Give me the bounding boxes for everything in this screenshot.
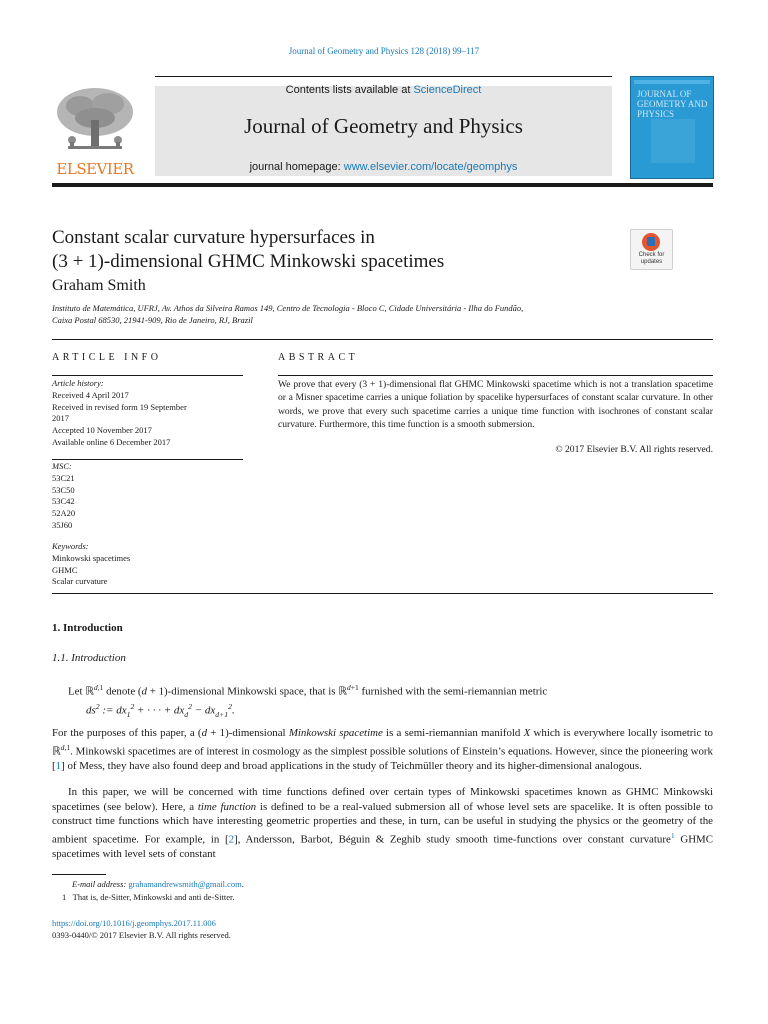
bookmark-icon [642,233,660,251]
history-rule [52,459,243,460]
author-name[interactable]: Graham Smith [52,277,146,294]
metric-equation: $ds^2$ := $dx_1^2$ + · · · + $dx_d^2 - dx_{d+1}^2$. [86,702,235,719]
cover-title-line: PHYSICS [637,109,675,119]
subsection-heading: 1.1. Introduction [52,652,126,664]
issn-line: 0393-0440/© 2017 Elsevier B.V. All rights reserved. [52,930,231,940]
masthead-top-rule [155,76,612,77]
article-history [52,378,243,449]
msc-codes [52,461,243,532]
masthead-bottom-rule [52,183,713,187]
history-line: 2017 [52,413,69,424]
article-info-rule [52,375,243,376]
footnote-1 [52,891,723,903]
paragraph-1: Let ℝ$^{d,1}$ denote (d + 1)-dimensional Minkowski space, that is ℝ$^{d+1}$ furnished with the semi-riemannian metric [68,683,548,698]
paragraph-2: For the purposes of this paper, a (d + 1)-dimensional Minkowski spacetime is a semi-riemannian manifold X which is everywhere locally isometric to ℝ$^{d,1}$. Minkowski spacetimes are of interest in cosmology as the simplest possible solutions of Einstein’s equations. However, since the pioneering work [1] of Mess, they have also found deep and broad applications in the study of Teichmüller theory and its higher-dimensional analogous. [52,727,714,773]
journal-title: Journal of Geometry and Physics [244,114,523,138]
check-for-updates-label [631,252,672,266]
section-divider [52,339,713,340]
history-line: Received 4 April 2017 [52,389,129,400]
msc-label: MSC: [52,461,72,471]
citation-link[interactable]: 2 [228,833,235,846]
article-info-heading: ARTICLE INFO [52,352,162,363]
badge-line: updates [640,259,663,265]
cover-title-line: GEOMETRY AND [637,99,708,109]
article-title-line: Constant scalar curvature hypersurfaces in [52,227,375,248]
article-title-line: (3 + 1)-dimensional GHMC Minkowski spacetimes [52,251,445,272]
footnote-text: That is, de-Sitter, Minkowski and anti de-Sitter. [72,892,235,902]
text-run: is defined to be a real-valued submersion all of whose level sets are spacelike. It is often possible to construct time functions which have interesting geometric properties and these, in turn, can be useful in studying the physics or the geometry of the ambient spacetime. For example, in [ [52,800,713,846]
abstract-heading: ABSTRACT [278,352,359,363]
keyword: Scalar curvature [52,576,108,587]
email-label: E-mail address: [72,879,129,889]
msc-code: 35J60 [52,519,73,530]
cover-illustration [651,119,695,163]
abstract-copyright: © 2017 Elsevier B.V. All rights reserved. [555,444,713,455]
text-run: ] of Mess, they have also found deep and broad applications in the study of Teichmüller theory and its higher-dimensional analogous. [61,760,642,773]
paragraph-3 [52,785,713,862]
term-time-function: time function [197,800,257,813]
bookmark-inner-icon [647,237,655,246]
text-run: + 1)-dimensional Minkowski space, that is [146,685,339,698]
term-minkowski-spacetime: Minkowski spacetime [288,727,383,739]
history-line: Accepted 10 November 2017 [52,425,152,436]
footnote-mark: 1 [62,892,67,902]
affiliation-line: Instituto de Matemática, UFRJ, Av. Athos da Silveira Ramos 149, Centro de Tecnologia - Bloco C, Cidade Universitária - Ilha do Fundão, [52,303,524,313]
text-run: + 1)-dimensional [207,727,289,739]
info-bottom-rule [52,593,713,594]
contents-prefix: Contents lists available at [285,84,414,96]
keywords [52,541,243,588]
text-run: furnished with the semi-riemannian metric [358,685,548,698]
cover-title [637,89,709,119]
keyword: Minkowski spacetimes [52,552,131,563]
keyword: GHMC [52,564,78,575]
cover-title-line: JOURNAL OF [637,89,692,99]
affiliation-line: Caixa Postal 68530, 21941-909, Rio de Janeiro, RJ, Brazil [52,315,253,325]
contents-line [155,84,612,96]
journal-cover-image [630,76,714,179]
history-line: Received in revised form 19 September [52,401,187,412]
text-run: . Minkowski spacetimes are of interest in cosmology as the simplest possible solutions of Einstein’s equations. However, since the pioneering work [ [52,745,713,773]
keywords-label: Keywords: [52,541,89,551]
journal-reference-link[interactable]: Journal of Geometry and Physics 128 (2018) 99–117 [288,46,480,56]
article-history-label: Article history: [52,378,104,388]
footnote-rule [52,874,106,875]
abstract-text: We prove that every (3 + 1)-dimensional flat GHMC Minkowski spacetime which is not a translation spacetime or a Misner spacetime carries a unique foliation by spacelike hypersurfaces of constant scalar curvature. In other words, we prove that every such spacetime carries a unique time function with isochrones of constant scalar curvature. Furthermore, this time function is a smooth submersion. [278,379,713,431]
check-for-updates-button[interactable] [630,229,673,270]
section-heading: 1. Introduction [52,622,123,634]
journal-homepage-link[interactable]: www.elsevier.com/locate/geomphys [343,161,518,173]
text-run: which is everywhere locally isometric to [530,727,714,739]
footnote-marker[interactable]: 1 [670,831,675,841]
email-link[interactable]: grahamandrewsmith@gmail.com [128,879,242,889]
msc-code: 53C21 [52,472,75,483]
text-run: denote ( [103,685,142,698]
history-line: Available online 6 December 2017 [52,436,171,447]
text-run: ], Andersson, Barbot, Béguin & Zeghib study smooth time-functions over constant curvature [234,833,671,846]
text-run: is a semi-riemannian manifold [382,727,524,739]
abstract-rule [278,375,713,376]
text-run: GHMC spacetimes with level sets of constant [52,833,714,861]
citation-link[interactable]: 1 [55,760,62,773]
elsevier-wordmark: ELSEVIER [56,160,134,178]
cover-header-strip [634,80,710,84]
msc-code: 53C42 [52,496,75,507]
journal-homepage-line [155,161,612,173]
msc-code: 53C50 [52,484,75,495]
doi-link[interactable]: https://doi.org/10.1016/j.geomphys.2017.11.006 [52,918,216,928]
text-run: In this paper, we will be concerned with time functions defined over certain types of Minkowski spacetimes known as GHMC Minkowski spacetimes (see below). Here, a [52,786,713,813]
article-title [52,226,612,274]
text-run: For the purposes of this paper, a ( [52,727,202,739]
msc-code: 52A20 [52,508,76,519]
email-footnote: E-mail address: grahamandrewsmith@gmail.com. [72,879,244,889]
sciencedirect-link[interactable]: ScienceDirect [413,84,482,96]
badge-line: Check for [638,252,665,258]
homepage-prefix: journal homepage: [249,161,344,173]
text-run: Let [68,685,86,698]
author-affiliation [52,302,652,326]
